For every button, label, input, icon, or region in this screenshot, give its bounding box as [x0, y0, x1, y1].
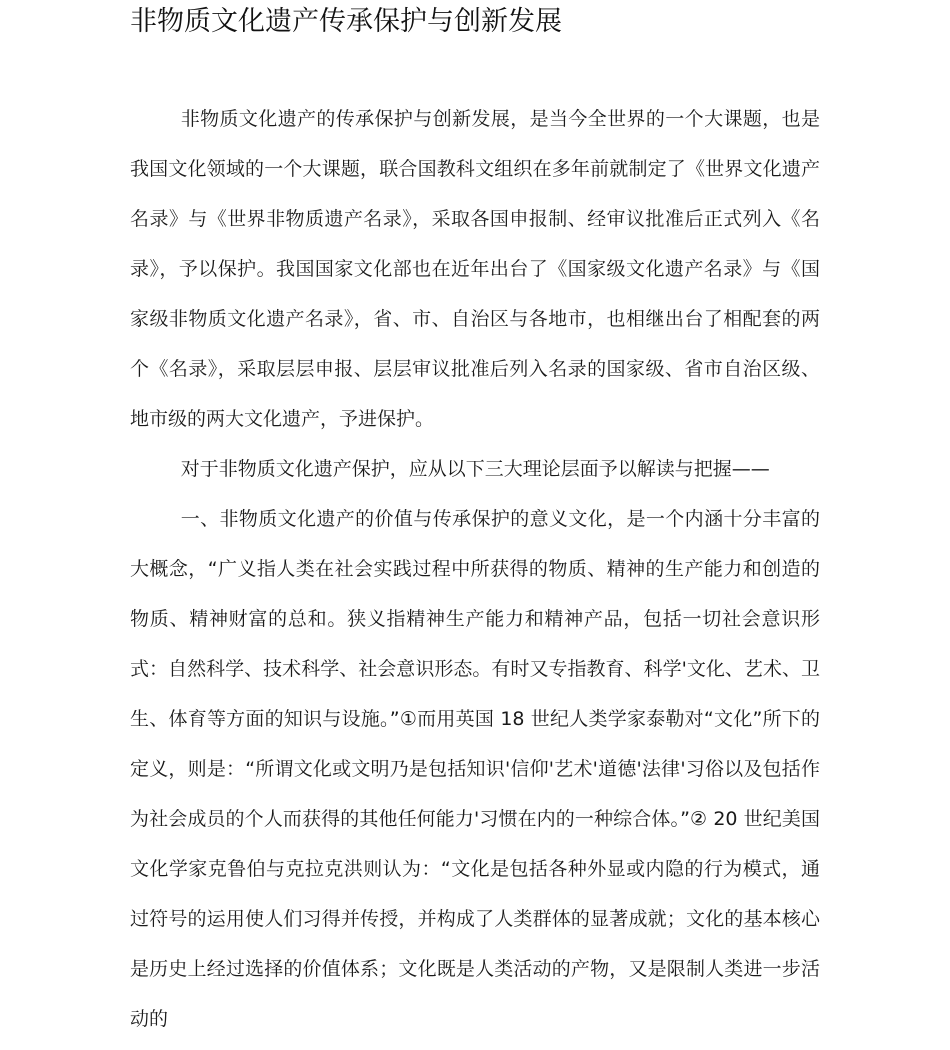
paragraph-theory-lead: 对于非物质文化遗产保护，应从以下三大理论层面予以解读与把握——: [180, 458, 770, 480]
document-body: [130, 94, 820, 1044]
paragraph-section-one: 一、非物质文化遗产的价值与传承保护的意义文化，是一个内涵十分丰富的大概念，“广义指人类在社会实践过程中所获得的物质、精神的生产能力和创造的物质、精神财富的总和。狭义指精神生产能力和精神产品，包括一切社会意识形式：自然科学、技术科学、社会意识形态。有时又专指教育、科学'文化、艺术、卫生、体育等方面的知识与设施。”①而用英国 18 世纪人类学家泰勒对“文化”所下的定义，则是：“所谓文化或文明乃是包括知识'信仰'艺术'道德'法律'习俗以及包括作为社会成员的个人而获得的其他任何能力'习惯在内的一种综合体。”② 20 世纪美国文化学家克鲁伯与克拉克洪则认为：“文化是包括各种外显或内隐的行为模式，通过符号的运用使人们习得并传授，并构成了人类群体的显著成就；文化的基本核心是历史上经过选择的价值体系；文化既是人类活动的产物，又是限制人类进一步活动的: [130, 508, 820, 1030]
paragraph-intro: 非物质文化遗产的传承保护与创新发展，是当今全世界的一个大课题，也是我国文化领域的一个大课题，联合国教科文组织在多年前就制定了《世界文化遗产名录》与《世界非物质遗产名录》，采取各国申报制、经审议批准后正式列入《名录》，予以保护。我国国家文化部也在近年出台了《国家级文化遗产名录》与《国家级非物质文化遗产名录》，省、市、自治区与各地市，也相继出台了相配套的两个《名录》，采取层层申报、层层审议批准后列入名录的国家级、省市自治区级、地市级的两大文化遗产，予进保护。: [130, 108, 820, 430]
document-title: 非物质文化遗产传承保护与创新发展: [130, 6, 562, 37]
